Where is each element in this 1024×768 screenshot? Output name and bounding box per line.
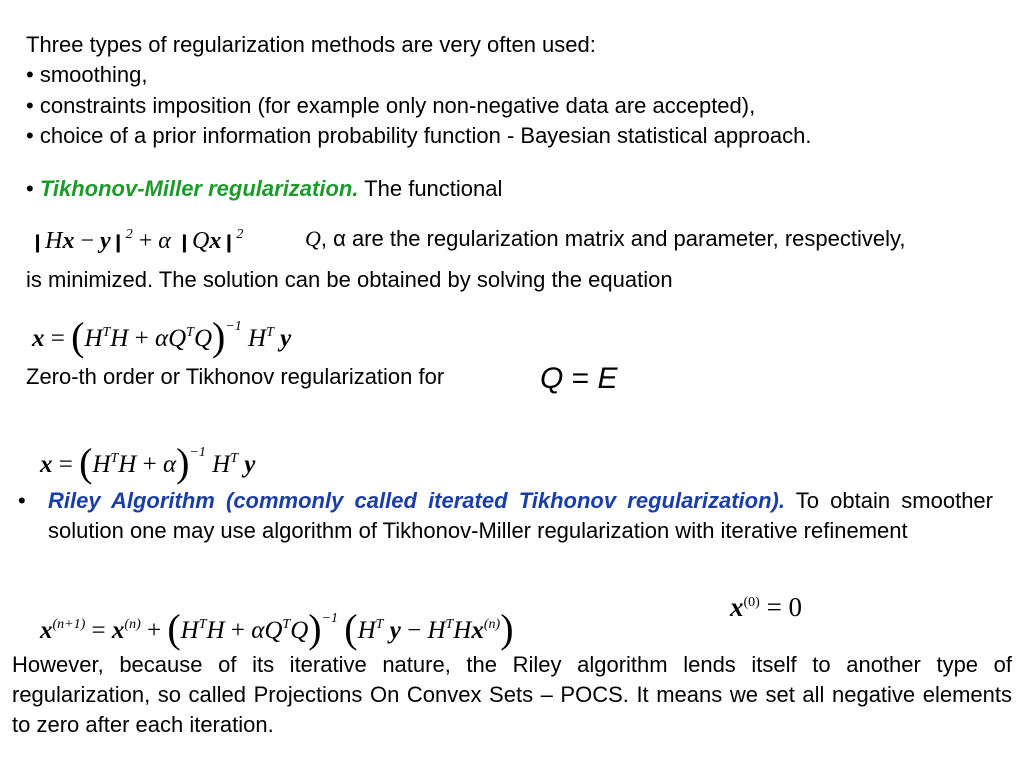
bullet-smoothing bbox=[26, 60, 147, 90]
riley-bullet: • bbox=[18, 488, 26, 513]
bullet-bayesian bbox=[26, 121, 811, 151]
tikhonov-heading bbox=[26, 174, 502, 204]
bullet-symbol: • bbox=[26, 93, 34, 118]
functional-formula: ❙Hx − y❙$^2$ + α ❙Qx❙$^2$ bbox=[30, 227, 244, 254]
bullet-constraints bbox=[26, 91, 755, 121]
riley-title: Riley Algorithm (commonly called iterated Tikhonov regularization). bbox=[48, 488, 785, 513]
riley-paragraph bbox=[48, 486, 993, 546]
tikhonov-zeroth-equation: $x = (H^TH + \alpha)^{-1}$ $H^T$ y bbox=[40, 440, 256, 485]
minimized-text: is minimized. The solution can be obtained by solving the equation bbox=[26, 267, 673, 292]
tikhonov-title-rest: The functional bbox=[358, 176, 503, 201]
bullet-text: smoothing, bbox=[39, 62, 148, 87]
initial-condition-formula: $x^{(0)} = 0$ bbox=[730, 592, 803, 622]
q-equals-e-formula: Q = E bbox=[540, 362, 618, 395]
riley-text: To obtain smoother solution one may use algorithm of Tikhonov-Miller regularization with iterative refinement bbox=[48, 488, 993, 543]
bullet-symbol: • bbox=[26, 123, 34, 148]
bullet-text: choice of a prior information probability function - Bayesian statistical approach. bbox=[39, 123, 812, 148]
solution-equation: $x = (H^TH + \alpha Q^TQ)^{-1}$ $H^T$ y bbox=[32, 314, 292, 359]
zeroth-text: Zero-th order or Tikhonov regularization for bbox=[26, 364, 445, 389]
params-description bbox=[305, 224, 905, 254]
pocs-paragraph: However, because of its iterative nature, the Riley algorithm lends itself to another type of regularization, so called Projections On Convex Sets – POCS. It means we set all negative elements to zero after each iteration. bbox=[12, 652, 1012, 737]
bullet-text: constraints imposition (for example only non-negative data are accepted), bbox=[39, 93, 756, 118]
bullet-symbol: • bbox=[26, 176, 34, 201]
riley-iteration-equation: $x^{(n+1)} = x^{(n)} + (H^TH + \alpha Q^TQ)^{-1}$ ($H^T$ $y - H^THx^{(n)}$) bbox=[40, 606, 514, 651]
intro-heading: Three types of regularization methods are very often used: bbox=[26, 32, 596, 57]
params-q: Q bbox=[305, 226, 321, 251]
bullet-symbol: • bbox=[26, 62, 34, 87]
params-text: , α are the regularization matrix and parameter, respectively, bbox=[320, 226, 906, 251]
tikhonov-title: Tikhonov-Miller regularization. bbox=[39, 176, 359, 201]
